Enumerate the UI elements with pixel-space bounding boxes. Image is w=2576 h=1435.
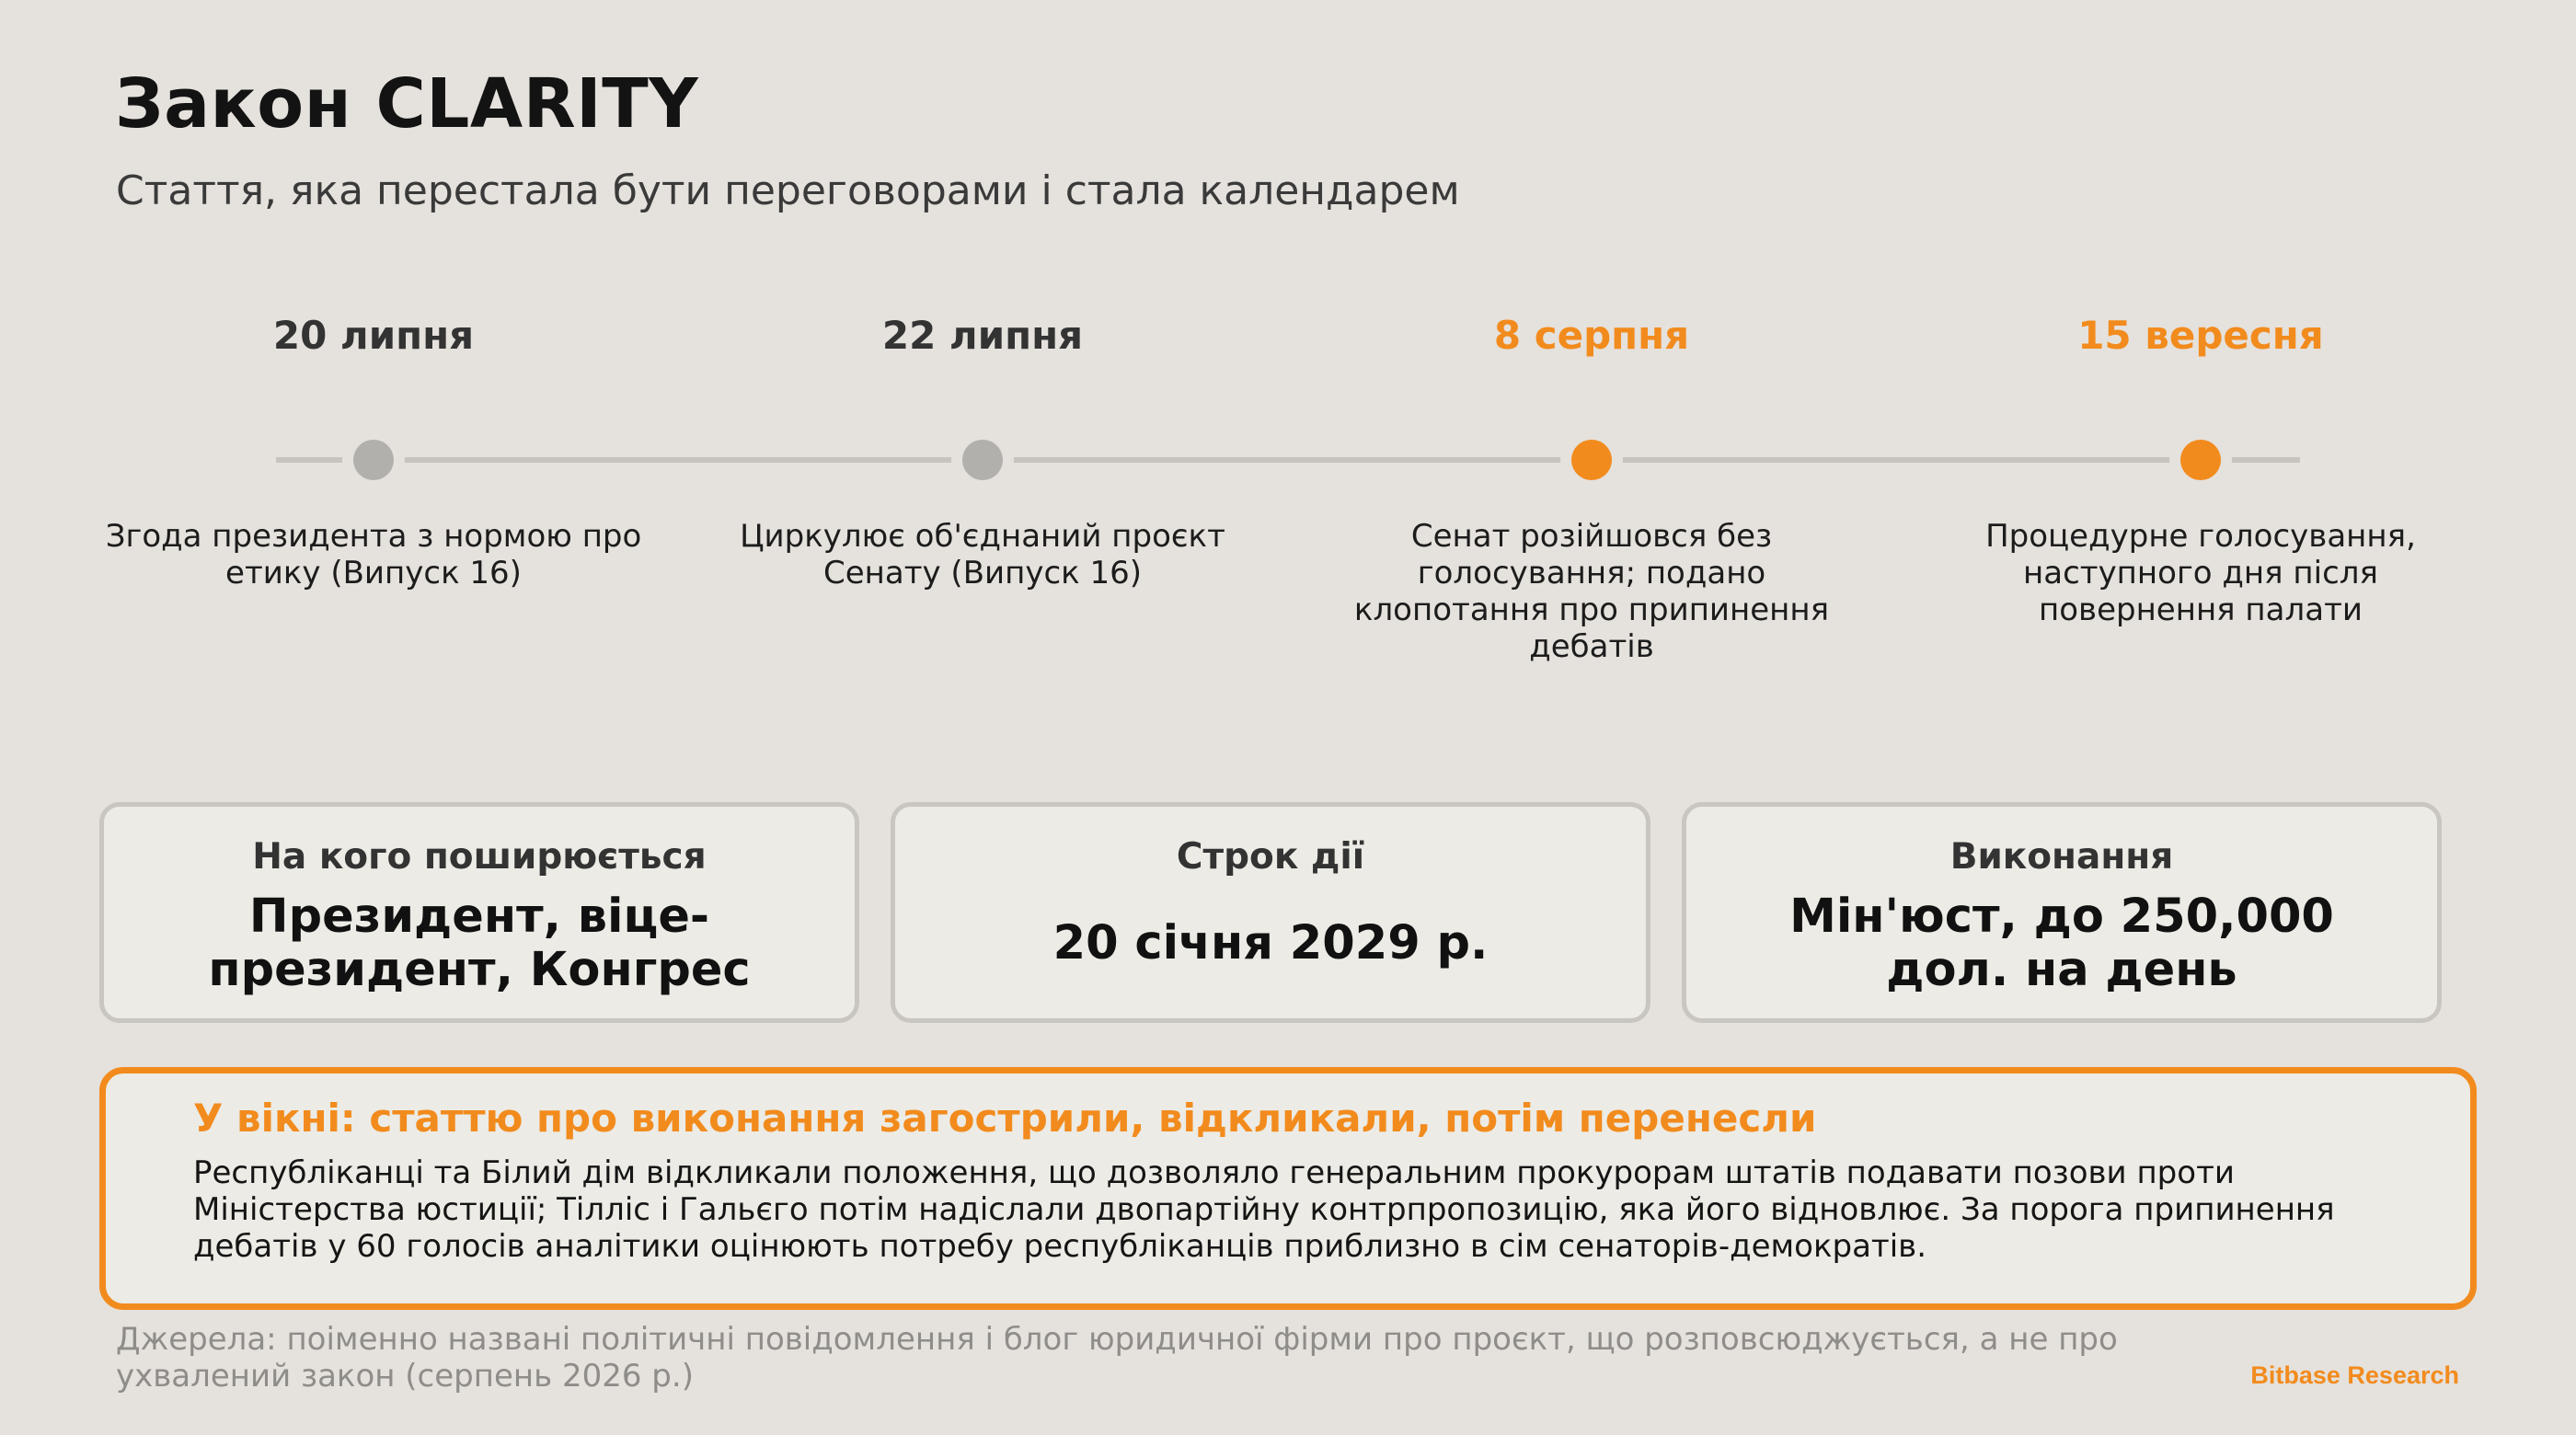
timeline-date: 20 липня	[272, 313, 475, 358]
scope-card	[99, 802, 859, 1023]
timeline-description: Згода президента з нормою про етику (Випуск 16)	[105, 518, 642, 591]
page-subtitle: Стаття, яка перестала бути переговорами і стала календарем	[116, 167, 1460, 214]
highlight-body: Республіканці та Білий дім відкликали положення, що дозволяло генеральним прокурорам штатів подавати позови проти Міністерства юстиції; Тілліс і Гальєго потім надіслали двопартійну контрпропозицію, яка його відновлює. За порога припинення дебатів у 60 голосів аналітики оцінюють потребу республіканців приблизно в сім сенаторів-демократів.	[193, 1154, 2335, 1265]
timeline-dot	[353, 440, 394, 480]
card-label: Строк дії	[1176, 836, 1365, 878]
highlight-box	[99, 1067, 2477, 1310]
timeline-dot	[1571, 440, 1612, 480]
brand-logo: Bitbase Research	[2250, 1361, 2459, 1389]
timeline-date: 8 серпня	[1493, 313, 1690, 358]
timeline-description: Процедурне голосування, наступного дня після повернення палати	[1985, 518, 2416, 628]
page-title: Закон CLARITY	[115, 64, 699, 144]
timeline	[0, 0, 2576, 665]
card-value: Мін'юст, до 250,000 дол. на день	[1789, 890, 2334, 997]
timeline-dot	[2180, 440, 2221, 480]
timeline-dot	[962, 440, 1003, 480]
card-label: На кого поширюється	[252, 836, 707, 878]
timeline-date: 15 вересня	[2077, 313, 2324, 358]
enforcement-card	[1682, 802, 2442, 1023]
highlight-title: У вікні: статтю про виконання загострили, відкликали, потім перенесли	[193, 1096, 1817, 1141]
timeline-date: 22 липня	[881, 313, 1084, 358]
sources-note: Джерела: поіменно названі політичні повідомлення і блог юридичної фірми про проєкт, що розповсюджується, а не про ухвалений закон (серпень 2026 р.)	[116, 1321, 2118, 1395]
card-value: 20 січня 2029 р.	[1052, 916, 1489, 970]
term-card	[891, 802, 1650, 1023]
timeline-description: Циркулює об'єднаний проєкт Сенату (Випуск 16)	[740, 518, 1225, 591]
timeline-line	[276, 457, 2300, 463]
card-label: Виконання	[1949, 836, 2174, 878]
card-value: Президент, віце-президент, Конгрес	[208, 890, 751, 997]
timeline-description: Сенат розійшовся без голосування; подано клопотання про припинення дебатів	[1353, 518, 1830, 665]
